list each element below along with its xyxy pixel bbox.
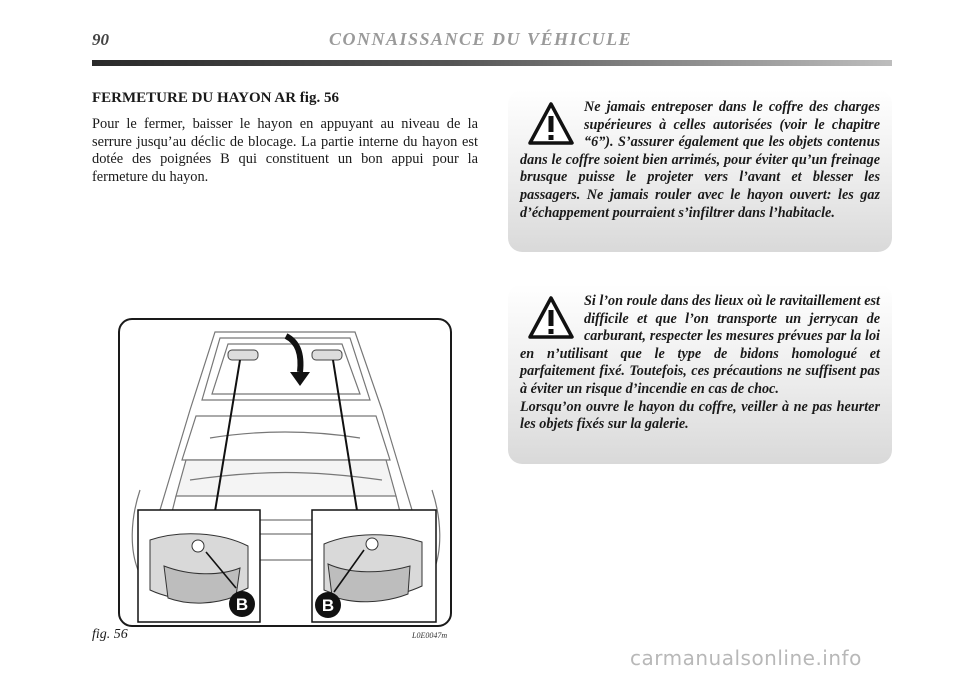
section-title: FERMETURE DU HAYON AR fig. 56 xyxy=(92,90,339,106)
section-body: Pour le fermer, baisser le hayon en appuyant au niveau de la serrure jusqu’au déclic de blocage. La partie interne du hayon est dotée des poignées B qui constituent un bon appui pour la fermeture du hayon. xyxy=(92,116,478,185)
header-rule xyxy=(92,60,892,66)
figure-caption: fig. 56 xyxy=(92,627,128,642)
watermark: carmanualsonline.info xyxy=(630,646,862,670)
warning-text-luggage: Ne jamais entreposer dans le coffre des charges supérieures à celles autorisées (voir le chapitre “6”). S’assurer également que les objets contenus dans le coffre soient bien arrimés, pour éviter qu’un freinage brusque puisse le projeter vers l’avant et blesser les passagers. Ne jamais rouler avec le hayon ouvert: les gaz d’échappement pourraient s’infiltrer dans l’habitacle. xyxy=(520,99,880,221)
warning-triangle-icon xyxy=(528,295,574,341)
page-number: 90 xyxy=(92,30,109,49)
warning-box-luggage xyxy=(508,90,892,252)
warning-box-fuel xyxy=(508,284,892,464)
warning-text-fuel-para1: Si l’on roule dans des lieux où le ravitaillement est difficile et que l’on transporte un jerrycan de carburant, respecter les mesures prévues par la loi en n’utilisant que le type de bidons homologué et parfaitement fixé. Toutefois, ces précautions ne suffisent pas à éviter un risque d’incendie en cas de choc. xyxy=(520,293,880,397)
callout-b-right: B xyxy=(321,596,335,615)
tailgate-illustration xyxy=(120,320,450,625)
warning-text-fuel xyxy=(520,293,880,434)
warning-triangle-icon xyxy=(528,101,574,147)
warning-text-fuel-para2: Lorsqu’on ouvre le hayon du coffre, veiller à ne pas heurter les objets fixés sur la galerie. xyxy=(520,398,880,433)
figure-code: L0E0047m xyxy=(412,631,448,640)
callout-b-left: B xyxy=(235,595,249,614)
figure-56 xyxy=(118,318,452,627)
running-title: CONNAISSANCE DU VÉHICULE xyxy=(329,29,633,49)
